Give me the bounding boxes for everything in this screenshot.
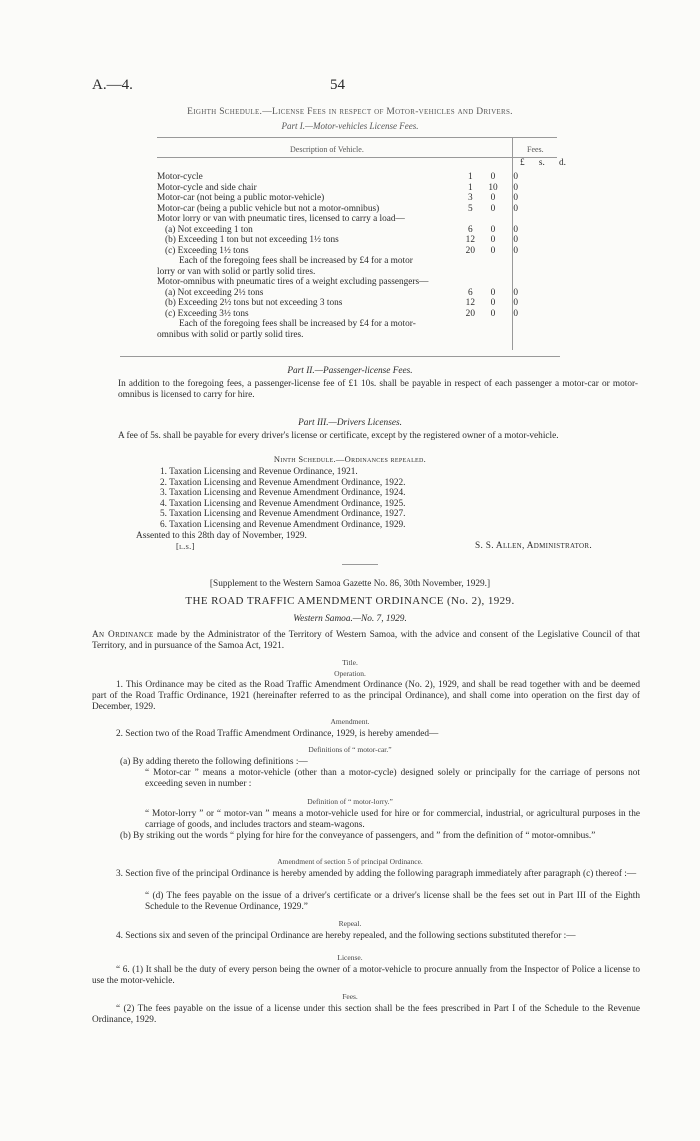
fee-table-row: [157, 246, 527, 257]
vehicle-description: (b) Exceeding 1 ton but not exceeding 1½ tons: [165, 235, 339, 245]
fee-shillings: 0: [490, 193, 496, 203]
repealed-ordinance-item: 1. Taxation Licensing and Revenue Ordinance, 1921.: [160, 467, 358, 477]
table-bottom-rule: [120, 356, 560, 357]
fee-table-row: [157, 225, 527, 236]
vehicle-description: (c) Exceeding 1½ tons: [165, 245, 249, 256]
fee-pence: 0: [513, 172, 518, 182]
fee-table-row: [157, 330, 527, 341]
section-6-1: “ 6. (1) It shall be the duty of every person being the owner of a motor-vehicle to procure annually from the Inspector of Police a license to use the motor-vehicle.: [92, 965, 640, 986]
fees-column-header: Fees.: [527, 145, 544, 154]
fee-table-row: [157, 319, 527, 330]
fee-pounds: 1: [468, 182, 473, 193]
gazette-supplement: [Supplement to the Western Samoa Gazette No. 86, 30th November, 1929.]: [209, 579, 491, 589]
vehicle-description: (b) Exceeding 2½ tons but not exceeding 3 tons: [165, 298, 343, 308]
part2-title: Part II.—Passenger-license Fees.: [287, 366, 413, 376]
fee-pounds: 1: [468, 172, 473, 182]
section-3d: “ (d) The fees payable on the issue of a driver's certificate or a driver's license shall be the fees set out in Part III of the Eighth Schedule to the Revenue Ordinance, 1929.”: [145, 891, 640, 912]
fee-table-row: [157, 235, 527, 246]
fee-shillings: 0: [490, 287, 496, 298]
fee-shillings: 10: [488, 182, 498, 193]
repealed-ordinance-item: 5. Taxation Licensing and Revenue Amendment Ordinance, 1927.: [160, 509, 406, 520]
section-3: 3. Section five of the principal Ordinance is hereby amended by adding the following paragraph immediately after paragraph (c) thereof :—: [116, 869, 637, 879]
fee-table-row: [157, 256, 527, 267]
preamble-lead: An Ordinance: [92, 630, 154, 640]
shillings-label: s.: [538, 158, 545, 168]
eighth-schedule-title: Eighth Schedule.—License Fees in respect of Motor-vehicles and Drivers.: [187, 107, 513, 117]
fee-table-row: [157, 309, 527, 320]
fee-shillings: 0: [490, 172, 496, 182]
table-header-rule: [157, 157, 557, 158]
vehicle-description: Each of the foregoing fees shall be increased by £4 for a motor: [179, 256, 413, 266]
fee-table-row: [157, 204, 527, 215]
repealed-ordinances-list: [160, 467, 405, 531]
vehicle-description: Motor-omnibus with pneumatic tires of a weight excluding passengers—: [157, 277, 429, 287]
seal: [l.s.]: [176, 541, 195, 551]
fee-table-row: [157, 288, 527, 299]
section-1: 1. This Ordinance may be cited as the Road Traffic Amendment Ordinance (No. 2), 1929, and shall be read together with and be deemed part of the Road Traffic Ordinance, 1921 (hereinafter referred to as the principal Ordinance), and shall come into operation on the first day of December, 1929.: [92, 680, 640, 712]
fee-pounds: 6: [468, 287, 473, 298]
section-4: 4. Sections six and seven of the principal Ordinance are hereby repealed, and the following sections substituted therefor :—: [116, 931, 576, 941]
vehicle-description: (a) Not exceeding 1 ton: [165, 224, 253, 235]
table-top-rule: [157, 137, 557, 138]
fee-pence: 0: [513, 287, 518, 298]
section-2: 2. Section two of the Road Traffic Amendment Ordinance, 1929, is hereby amended—: [116, 729, 439, 739]
definition-motor-lorry: “ Motor-lorry ” or “ motor-van ” means a motor-vehicle used for hire or for commercial, industrial, or agricultural purposes in the carriage of goods, and includes tractors and steam-wagons.: [145, 809, 640, 830]
description-column-header: Description of Vehicle.: [290, 145, 364, 154]
heading-license: License.: [337, 953, 363, 962]
fee-pounds: 12: [465, 235, 475, 245]
fee-pounds: 5: [468, 203, 473, 214]
fee-shillings: 0: [490, 224, 496, 235]
part2-text: In addition to the foregoing fees, a passenger-license fee of £1 10s. shall be payable in respect of each passenger a motor-car or motor-omnibus is licensed to carry for hire.: [118, 379, 638, 400]
vehicle-description: Motor-cycle and side chair: [157, 182, 257, 193]
fee-shillings: 0: [490, 203, 496, 214]
fee-table-row: [157, 193, 527, 204]
fee-shillings: 0: [490, 245, 496, 256]
vehicle-description: Motor-cycle: [157, 172, 203, 182]
currency-header: [520, 158, 566, 168]
part1-title: Part I.—Motor-vehicles License Fees.: [281, 121, 419, 131]
section-6-2: “ (2) The fees payable on the issue of a license under this section shall be the fees prescribed in Part I of the Schedule to the Revenue Ordinance, 1929.: [92, 1004, 640, 1025]
vehicle-description: omnibus with solid or partly solid tires.: [157, 329, 304, 340]
fee-table-row: [157, 298, 527, 309]
document-reference: A.—4.: [92, 77, 133, 93]
vehicle-description: Each of the foregoing fees shall be increased by £4 for a motor-: [179, 319, 416, 329]
heading-fees: Fees.: [342, 992, 358, 1001]
fee-pence: 0: [513, 224, 518, 235]
fee-amount: [451, 288, 527, 299]
fee-shillings: 0: [490, 235, 496, 245]
repealed-ordinance-item: 3. Taxation Licensing and Revenue Amendment Ordinance, 1924.: [160, 488, 406, 499]
section-2a: (a) By adding thereto the following definitions :—: [120, 757, 308, 767]
section-divider: [342, 564, 378, 565]
fee-amount: [451, 298, 527, 309]
heading-operation: Operation.: [334, 669, 366, 678]
fee-pence: 0: [513, 203, 518, 214]
vehicle-description: Motor-car (not being a public motor-vehicle): [157, 193, 325, 203]
heading-repeal: Repeal.: [338, 919, 362, 928]
part3-text: A fee of 5s. shall be payable for every driver's license or certificate, except by the registered owner of a motor-vehicle.: [118, 431, 559, 441]
fee-table-row: [157, 267, 527, 278]
preamble-text: made by the Administrator of the Territory of Western Samoa, with the advice and consent of the Legislative Council of that Territory, and in pursuance of the Samoa Act, 1921.: [92, 630, 640, 651]
fee-pence: 0: [513, 308, 518, 319]
fee-pence: 0: [513, 298, 518, 308]
pounds-label: £: [520, 158, 525, 168]
fee-pounds: 12: [465, 298, 475, 308]
fee-pounds: 20: [465, 245, 475, 256]
fee-amount: [451, 225, 527, 236]
repealed-ordinance-item: 4. Taxation Licensing and Revenue Amendment Ordinance, 1925.: [160, 498, 406, 509]
heading-amendment: Amendment.: [330, 717, 370, 726]
fee-table-row: [157, 214, 527, 225]
fee-amount: [451, 183, 527, 194]
fee-table-row: [157, 277, 527, 288]
heading-def-motor-lorry: Definition of “ motor-lorry.”: [307, 797, 393, 806]
fee-pounds: 6: [468, 224, 473, 235]
signature: S. S. Allen, Administrator.: [475, 541, 592, 551]
section-2b: (b) By striking out the words “ plying for hire for the conveyance of passengers, and ” from the definition of “ motor-omnibus.”: [120, 831, 596, 841]
fee-table: [157, 172, 527, 340]
heading-title: Title.: [342, 658, 358, 667]
fee-amount: [451, 172, 527, 183]
vehicle-description: Motor lorry or van with pneumatic tires, licensed to carry a load—: [157, 214, 405, 224]
repealed-ordinance-item: 2. Taxation Licensing and Revenue Amendment Ordinance, 1922.: [160, 477, 406, 488]
assent-line: Assented to this 28th day of November, 1929.: [136, 531, 307, 541]
fee-amount: [451, 246, 527, 257]
ninth-schedule-title: Ninth Schedule.—Ordinances repealed.: [273, 454, 427, 464]
fee-pence: 0: [513, 235, 518, 245]
heading-amendment-section-5: Amendment of section 5 of principal Ordinance.: [277, 857, 423, 866]
vehicle-description: (a) Not exceeding 2½ tons: [165, 287, 264, 298]
fee-table-row: [157, 183, 527, 194]
fee-amount: [451, 309, 527, 320]
page-number: 54: [330, 77, 345, 93]
part3-title: Part III.—Drivers Licenses.: [298, 418, 402, 428]
fee-pounds: 3: [468, 193, 473, 203]
fee-shillings: 0: [490, 308, 496, 319]
preamble: [92, 630, 640, 652]
vehicle-description: Motor-car (being a public vehicle but not a motor-omnibus): [157, 203, 380, 214]
heading-def-motor-car: Definitions of “ motor-car.”: [308, 745, 392, 754]
fee-pence: 0: [513, 245, 518, 256]
vehicle-description: (c) Exceeding 3½ tons: [165, 308, 249, 319]
fee-table-row: [157, 172, 527, 183]
repealed-ordinance-item: 6. Taxation Licensing and Revenue Amendment Ordinance, 1929.: [160, 519, 406, 530]
ordinance-title: THE ROAD TRAFFIC AMENDMENT ORDINANCE (No. 2), 1929.: [185, 595, 515, 607]
fee-amount: [451, 193, 527, 204]
fee-amount: [451, 235, 527, 246]
fee-shillings: 0: [490, 298, 496, 308]
pence-label: d.: [559, 158, 566, 168]
fee-pence: 0: [513, 182, 518, 193]
fee-amount: [451, 204, 527, 215]
ordinance-number: Western Samoa.—No. 7, 1929.: [293, 614, 407, 624]
fee-pounds: 20: [465, 308, 475, 319]
definition-motor-car: “ Motor-car ” means a motor-vehicle (other than a motor-cycle) designed solely or principally for the carriage of persons not exceeding seven in number :: [145, 768, 640, 789]
fee-pence: 0: [513, 193, 518, 203]
vehicle-description: lorry or van with solid or partly solid tires.: [157, 266, 316, 277]
